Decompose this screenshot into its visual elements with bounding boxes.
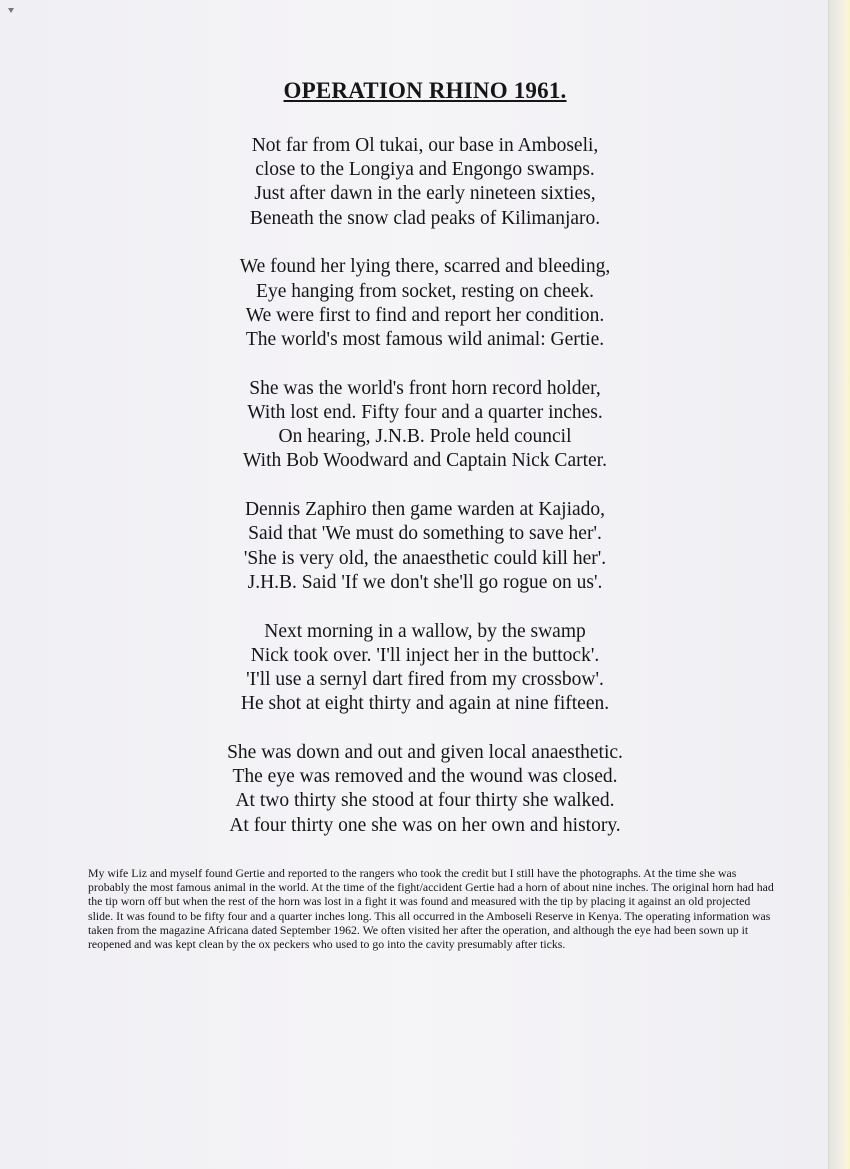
- poem-line: Eye hanging from socket, resting on cheek.: [256, 280, 594, 302]
- poem-line: We found her lying there, scarred and bleeding,: [239, 256, 611, 278]
- poem-line: 'She is very old, the anaesthetic could kill her'.: [243, 547, 607, 569]
- footnote-paragraph: My wife Liz and myself found Gertie and reported to the rangers who took the credit but I still have the photographs. At the time she was probably the most famous animal in the world. At the time of the fight/accident Gertie had a horn of about nine inches. The original horn had had the tip worn off but when the rest of the horn was lost in a fight it was found and measured with the tip by placing it against an old projected slide. It was found to be fifty four and a quarter inches long. This all occurred in the Amboseli Reserve in Kenya. The operating information was taken from the magazine Africana dated September 1962. We often visited her after the operation, and although the eye had been sown up it reopened and was kept clean by the ox peckers who used to go into the cavity presumably after ticks.: [88, 866, 774, 952]
- page-title: OPERATION RHINO 1961.: [283, 78, 567, 103]
- poem-line: Said that 'We must do something to save her'.: [248, 523, 602, 545]
- poem-line: Just after dawn in the early nineteen sixties,: [254, 183, 596, 205]
- stanza-6: [0, 741, 850, 838]
- stanza-1: [0, 134, 850, 231]
- poem: [0, 134, 850, 862]
- stanza-4: [0, 498, 850, 595]
- poem-line: Nick took over. 'I'll inject her in the buttock'.: [250, 644, 600, 666]
- poem-line: The world's most famous wild animal: Gertie.: [245, 329, 605, 351]
- poem-line: J.H.B. Said 'If we don't she'll go rogue on us'.: [247, 571, 603, 593]
- poem-line: Next morning in a wallow, by the swamp: [264, 620, 586, 642]
- corner-mark: [8, 8, 14, 13]
- poem-line: The eye was removed and the wound was closed.: [232, 766, 618, 788]
- poem-line: We were first to find and report her condition.: [245, 304, 605, 326]
- poem-line: On hearing, J.N.B. Prole held council: [278, 426, 572, 448]
- poem-line: close to the Longiya and Engongo swamps.: [255, 159, 595, 181]
- stanza-5: [0, 620, 850, 717]
- poem-line: Beneath the snow clad peaks of Kilimanjaro.: [249, 207, 601, 229]
- poem-line: She was down and out and given local anaesthetic.: [227, 742, 623, 764]
- poem-line: With Bob Woodward and Captain Nick Carter.: [243, 450, 607, 472]
- poem-line: She was the world's front horn record holder,: [249, 377, 601, 399]
- poem-line: Not far from Ol tukai, our base in Amboseli,: [251, 135, 599, 156]
- stanza-2: [0, 255, 850, 352]
- poem-line: With lost end. Fifty four and a quarter inches.: [247, 402, 603, 424]
- poem-line: At two thirty she stood at four thirty she walked.: [235, 790, 615, 812]
- poem-line: 'I'll use a sernyl dart fired from my crossbow'.: [246, 669, 604, 691]
- stanza-3: [0, 377, 850, 474]
- poem-line: Dennis Zaphiro then game warden at Kajiado,: [244, 499, 606, 521]
- poem-line: At four thirty one she was on her own and history.: [229, 814, 621, 836]
- poem-line: He shot at eight thirty and again at nine fifteen.: [240, 693, 610, 715]
